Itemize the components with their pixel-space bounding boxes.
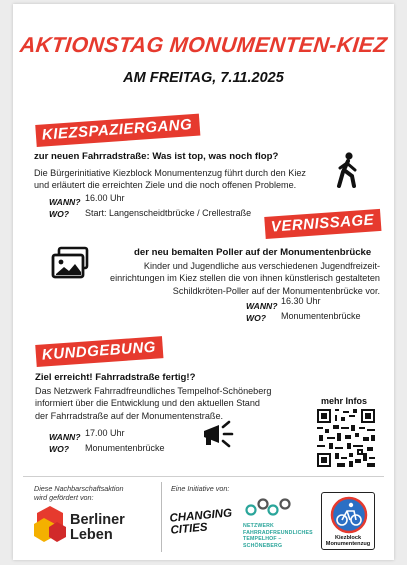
- page-title: AKTIONSTAG MONUMENTEN-KIEZ: [18, 33, 389, 57]
- funded-by-line: wird gefördert von:: [34, 493, 94, 502]
- when-label: WANN?: [246, 301, 278, 311]
- when-label: WANN?: [49, 197, 81, 207]
- badge-vernissage: VERNISSAGE: [264, 209, 382, 239]
- when-value: 17.00 Uhr: [85, 428, 125, 438]
- where-label: WO?: [49, 209, 70, 219]
- walking-person-icon: [333, 152, 361, 193]
- berliner-leben-line: Leben: [70, 527, 113, 543]
- when-value: 16.30 Uhr: [281, 296, 321, 306]
- section3-values: [85, 427, 165, 454]
- section1-text-line: Die Bürgerinitiative Kiezblock Monumentenzug führt durch den Kiez: [34, 168, 306, 178]
- netzwerk-line: SCHÖNEBERG: [243, 542, 283, 549]
- changing-cities-line: CITIES: [170, 521, 209, 537]
- section2-labels: [246, 300, 278, 324]
- section3-text-line: der Fahrradstraße auf der Monumentenstraße.: [35, 410, 224, 421]
- flyer-page: [13, 4, 394, 560]
- berliner-leben-logo: [33, 504, 67, 551]
- kiezblock-line: Kiezblock: [334, 535, 362, 541]
- netzwerk-chain-icon: [245, 498, 291, 523]
- section1-text: [34, 167, 334, 192]
- initiative-text: Eine Initiative von:: [171, 484, 230, 493]
- netzwerk-line: FAHRRADFREUNDLICHES: [243, 529, 313, 536]
- where-value: Start: Langenscheidtbrücke / Crellestraße: [85, 208, 252, 218]
- where-label: WO?: [49, 444, 70, 454]
- section3-labels: [49, 431, 81, 455]
- images-icon: [51, 246, 91, 285]
- kiezblock-line: Monumentenzug: [325, 541, 371, 548]
- when-label: WANN?: [49, 432, 81, 442]
- netzwerk-line: NETZWERK: [243, 523, 274, 529]
- changing-cities-line: CHANGING: [169, 507, 233, 525]
- section1-values: [85, 192, 251, 219]
- section2-text-line: Schildkröten-Poller auf der Monumentenbrücke vor.: [172, 285, 380, 296]
- berliner-leben-line: Berliner: [70, 512, 125, 528]
- funded-by-line: Diese Nachbarschaftsaktion: [34, 484, 124, 493]
- badge-kundgebung: KUNDGEBUNG: [35, 336, 163, 367]
- section1-heading: zur neuen Fahrradstraße: Was ist top, was noch flop?: [34, 151, 279, 162]
- when-value: 16.00 Uhr: [85, 193, 125, 203]
- funded-by-text: [34, 484, 124, 502]
- footer-separator: [161, 482, 162, 552]
- berliner-leben-text: [70, 513, 125, 543]
- where-label: WO?: [246, 313, 267, 323]
- section3-text-line: informiert über die Entwicklung und den aktuellen Stand: [35, 398, 260, 409]
- where-value: Monumentenbrücke: [85, 443, 165, 453]
- more-info-label: mehr Infos: [321, 396, 368, 406]
- section2-text: [93, 260, 380, 297]
- footer-divider: [23, 476, 384, 477]
- section2-text-line: Kinder und Jugendliche aus verschiedenen Jugendfreizeit-: [143, 261, 380, 271]
- megaphone-icon: [201, 419, 237, 454]
- qr-code[interactable]: [317, 409, 375, 472]
- section1-text-line: und erläutert die erreichten Ziele und die noch offenen Probleme.: [34, 180, 297, 191]
- netzwerk-line: TEMPELHOF –: [243, 536, 282, 542]
- section2-heading: der neu bemalten Poller auf der Monumentenbrücke: [134, 247, 372, 258]
- section3-heading: Ziel erreicht! Fahrradstraße fertig!?: [35, 372, 196, 383]
- kiezblock-text: [322, 535, 374, 548]
- event-date: AM FREITAG, 7.11.2025: [123, 70, 284, 86]
- netzwerk-text: [243, 523, 313, 549]
- section1-labels: [49, 196, 81, 220]
- section2-values: [281, 295, 361, 322]
- where-value: Monumentenbrücke: [281, 311, 361, 321]
- section2-text-line: einrichtungen im Kiez stellen die von ihnen künstlerisch gestalteten: [110, 273, 380, 284]
- section3-text: [35, 385, 310, 422]
- badge-kiezspaziergang: KIEZSPAZIERGANG: [35, 114, 200, 147]
- section3-text-line: Das Netzwerk Fahrradfreundliches Tempelhof-Schöneberg: [35, 386, 272, 396]
- changing-cities-logo: [169, 507, 233, 536]
- kiezblock-logo: [321, 492, 375, 550]
